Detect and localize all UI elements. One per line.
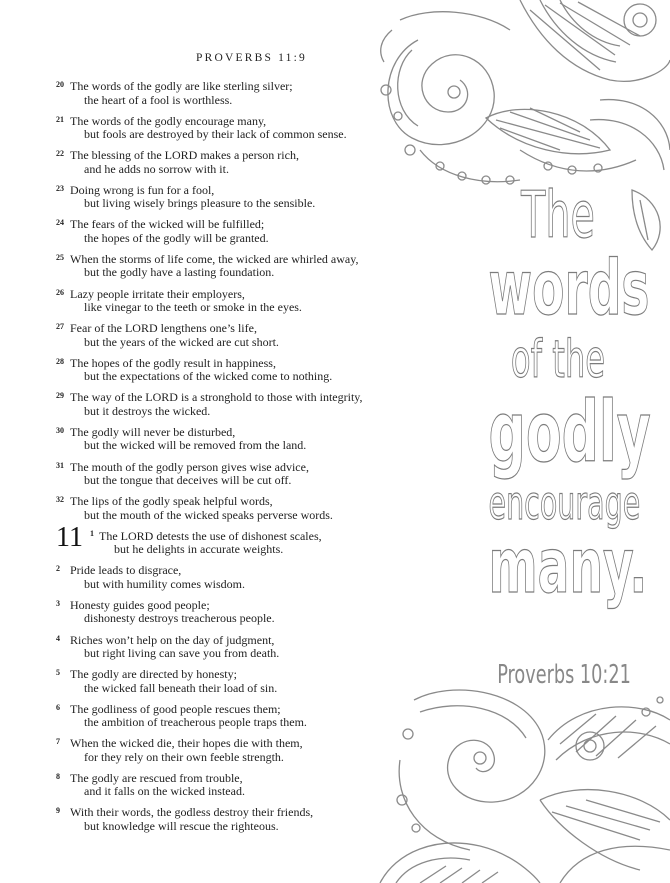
verse-list [56, 79, 406, 840]
verse [56, 633, 406, 668]
verse-number: 24 [56, 218, 64, 228]
verse-number: 32 [56, 495, 64, 505]
verse [56, 805, 406, 840]
verse-number: 27 [56, 322, 64, 332]
verse-line-2: but he delights in accurate weights. [114, 542, 284, 557]
verse [56, 494, 406, 529]
verse-number: 23 [56, 183, 64, 193]
verse [56, 287, 406, 322]
verse-line-2: but right living can save you from death. [84, 646, 280, 660]
verse-number: 4 [56, 633, 60, 643]
verse-line-2: for they rely on their own feeble strength. [84, 749, 284, 764]
verse [56, 217, 406, 252]
verse [56, 356, 406, 391]
verse-line-1: Doing wrong is fun for a fool, [70, 182, 215, 197]
verse-line-1: The lips of the godly speak helpful words, [70, 494, 273, 509]
verse [56, 598, 406, 633]
verse-line-1: When the wicked die, their hopes die with them, [70, 736, 303, 751]
verse-line-2: but with humility comes wisdom. [84, 576, 245, 591]
verse [56, 114, 406, 149]
quote-reference: Proverbs 10:21 [497, 660, 631, 690]
verse [56, 79, 406, 114]
verse-line-1: The godliness of good people rescues them; [70, 701, 281, 716]
quote-line-2: words [488, 243, 650, 332]
verse [56, 563, 406, 598]
verse-number: 21 [56, 114, 64, 124]
verse-number: 26 [56, 287, 64, 297]
verse [56, 183, 406, 218]
verse-line-2: and it falls on the wicked instead. [84, 784, 245, 799]
verse [56, 702, 406, 737]
verse-line-2: but living wisely brings pleasure to the sensible. [84, 196, 316, 211]
verse-line-2: and he adds no sorrow with it. [84, 161, 229, 176]
verse-line-2: but the mouth of the wicked speaks perverse words. [84, 507, 333, 522]
verse-number: 6 [56, 702, 60, 712]
verse-line-1: The godly are rescued from trouble, [70, 770, 243, 785]
verse-number: 3 [56, 598, 60, 608]
verse-line-2: the ambition of treacherous people traps them. [84, 715, 307, 730]
verse-line-1: The godly will never be disturbed, [70, 424, 236, 439]
verse-number: 30 [56, 425, 64, 435]
running-head: PROVERBS 11:9 [196, 52, 307, 64]
verse-line-1: The blessing of the LORD makes a person rich, [70, 148, 299, 163]
verse [56, 667, 406, 702]
verse [56, 390, 406, 425]
verse [56, 425, 406, 460]
verse-line-1: Honesty guides good people; [70, 597, 210, 612]
verse-number: 31 [56, 460, 64, 470]
quote-line-5: encourage [488, 476, 641, 530]
chapter-start-verse [56, 521, 406, 564]
verse-line-1: When the storms of life come, the wicked are whirled away, [70, 251, 359, 266]
verse-number: 22 [56, 149, 64, 159]
verse [56, 771, 406, 806]
verse-line-1: The mouth of the godly person gives wise advice, [70, 459, 309, 474]
verse-line-1: The LORD detests the use of dishonest scales, [99, 528, 322, 543]
quote-line-6: many. [488, 521, 648, 610]
verse-line-2: but the godly have a lasting foundation. [84, 265, 275, 280]
top-right-feather-icon [520, 0, 670, 170]
verse-line-2: the wicked fall beneath their load of sin. [84, 680, 278, 695]
verse-line-2: but the tongue that deceives will be cut off. [84, 473, 292, 488]
verse-line-1: The way of the LORD is a stronghold to those with integrity, [70, 390, 363, 405]
verse-number: 20 [56, 80, 64, 89]
quote-line-4: godly [488, 383, 651, 481]
verse [56, 321, 406, 356]
chapter-number: 11 [56, 521, 83, 553]
quote-line-3: of the [510, 330, 606, 390]
verse-line-2: the hopes of the godly will be granted. [84, 230, 269, 245]
verse-line-1: Pride leads to disgrace, [70, 563, 182, 578]
verse-line-2: but the years of the wicked are cut short. [84, 334, 279, 349]
verse-line-2: but the wicked will be removed from the land. [84, 438, 307, 453]
verse-line-2: but knowledge will rescue the righteous. [84, 818, 279, 833]
verse-number: 2 [56, 564, 60, 574]
journaling-quote [488, 179, 651, 610]
verse-line-2: dishonesty destroys treacherous people. [84, 611, 275, 626]
verse-line-1: The hopes of the godly result in happiness, [70, 355, 276, 370]
verse-line-2: but it destroys the wicked. [84, 403, 211, 418]
verse-line-1: Lazy people irritate their employers, [70, 286, 245, 301]
verse [56, 148, 406, 183]
verse [56, 252, 406, 287]
verse-number: 29 [56, 391, 64, 401]
verse [56, 736, 406, 771]
verse-line-1: Riches won’t help on the day of judgment, [70, 632, 275, 647]
verse-line-2: but the expectations of the wicked come to nothing. [84, 369, 333, 384]
verse-line-1: Fear of the LORD lengthens one’s life, [70, 321, 257, 336]
verse-number: 1 [90, 528, 94, 538]
verse-number: 28 [56, 356, 64, 366]
verse-line-1: The words of the godly are like sterling silver; [70, 79, 293, 93]
verse-line-2: but fools are destroyed by their lack of common sense. [84, 127, 347, 142]
verse-number: 7 [56, 737, 60, 747]
quote-line-1: The [521, 179, 595, 253]
verse-line-2: like vinegar to the teeth or smoke in the eyes. [84, 300, 302, 315]
verse-number: 9 [56, 806, 60, 816]
verse-line-1: With their words, the godless destroy their friends, [70, 805, 314, 820]
verse [56, 460, 406, 495]
verse-number: 8 [56, 771, 60, 781]
verse-number: 25 [56, 252, 64, 262]
verse-line-1: The fears of the wicked will be fulfilled; [70, 217, 265, 232]
bottom-right-feather-icon [540, 697, 670, 883]
verse-number: 5 [56, 668, 60, 678]
verse-line-1: The godly are directed by honesty; [70, 667, 237, 682]
verse-line-2: the heart of a fool is worthless. [84, 92, 233, 107]
verse-line-1: The words of the godly encourage many, [70, 113, 267, 128]
